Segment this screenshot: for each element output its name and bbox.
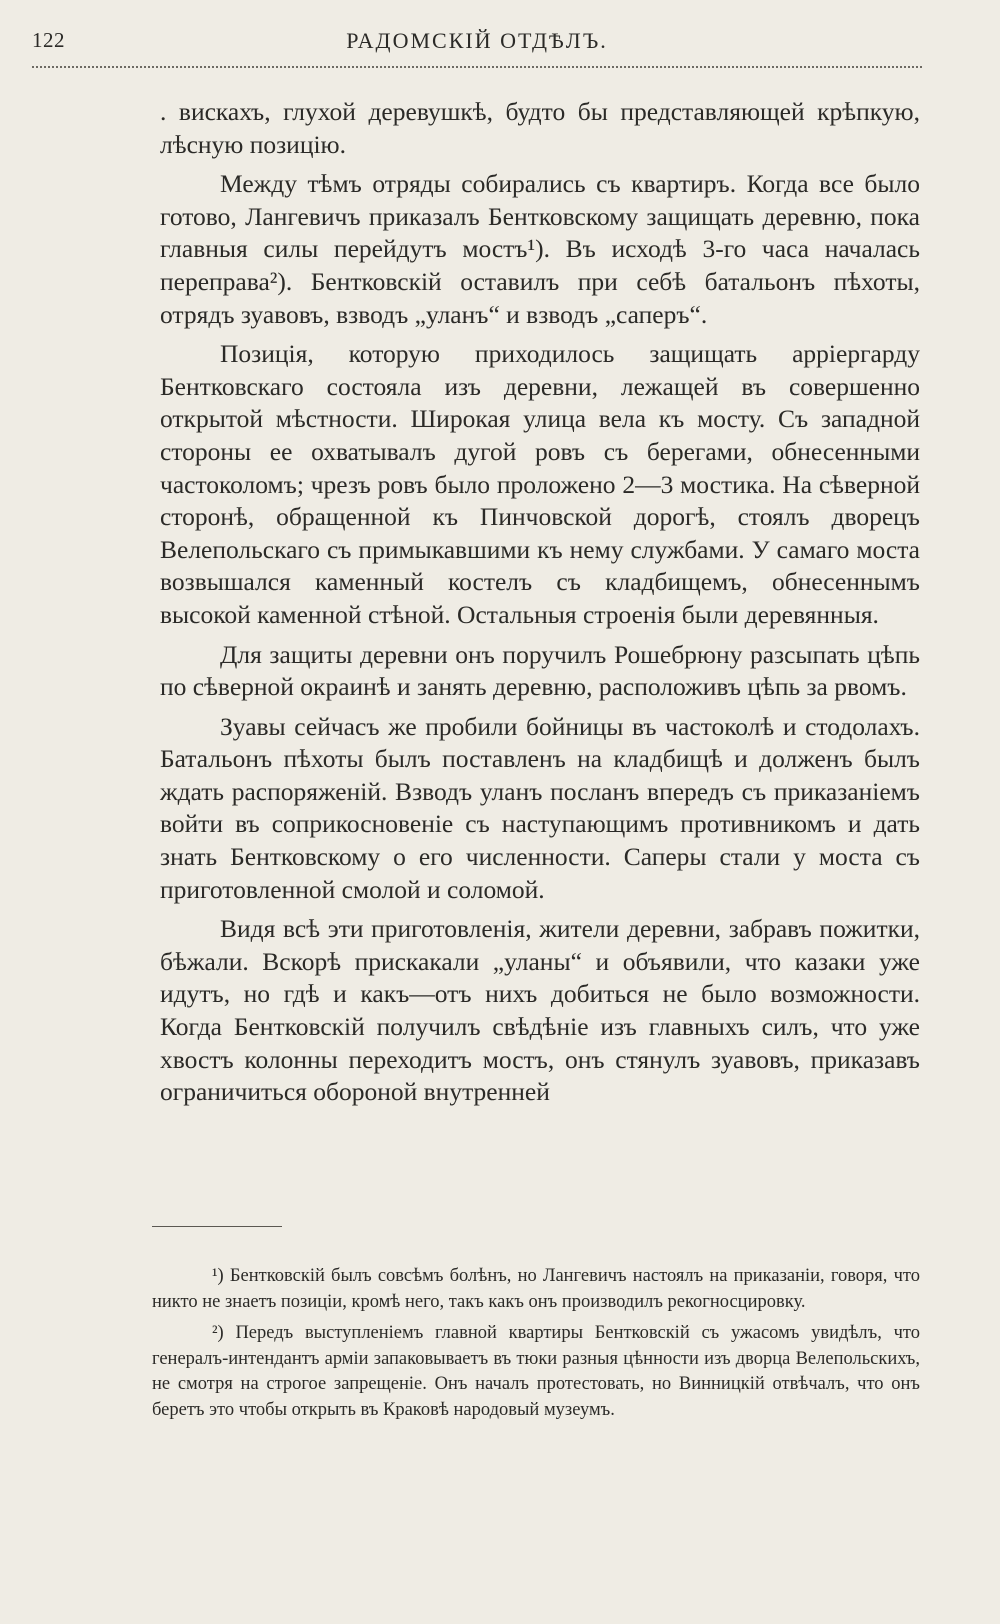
paragraph: . вискахъ, глухой деревушкѣ, будто бы представляющей крѣпкую, лѣсную позицію. — [160, 97, 920, 159]
header-divider — [32, 58, 922, 68]
page-header — [32, 28, 922, 62]
paragraph: Видя всѣ эти приготовленія, жители деревни, забравъ пожитки, бѣжали. Вскорѣ прискакали „уланы“ и объявили, что казаки уже идутъ, но гдѣ и какъ—отъ нихъ добиться не было возможности. Когда Бентковскій получилъ свѣдѣніе изъ главныхъ силъ, что уже хвостъ колонны переходитъ мостъ, онъ стянулъ зуавовъ, приказавъ ограничиться обороной внутренней — [160, 914, 920, 1107]
paragraph: Позиція, которую приходилось защищать арріергарду Бентковскаго состояла изъ деревни, лежащей въ совершенно открытой мѣстности. Широкая улица вела къ мосту. Съ западной стороны ее охватывалъ дугой ровъ съ берегами, обнесенными частоколомъ; чрезъ ровъ было проложено 2—3 мостика. На сѣверной сторонѣ, обращенной къ Пинчовской дорогѣ, стоялъ дворецъ Велепольскаго съ примыкавшими къ нему службами. У самаго моста возвышался каменный костелъ съ кладбищемъ, обнесеннымъ высокой каменной стѣной. Остальныя строенія были деревянныя. — [160, 339, 920, 629]
footnote: ²) Передъ выступленіемъ главной квартиры Бентковскій съ ужасомъ увидѣлъ, что генералъ-интендантъ арміи запаковываетъ въ тюки разныя цѣнности изъ дворца Велепольскихъ, не смотря на строгое запрещеніе. Онъ началъ протестовать, но Винницкій отвѣчалъ, что онъ беретъ это чтобы открыть въ Краковѣ народовый музеумъ. — [152, 1323, 920, 1420]
paragraph: Для защиты деревни онъ поручилъ Рошебрюну разсыпать цѣпь по сѣверной окраинѣ и занять деревню, расположивъ цѣпь за рвомъ. — [160, 639, 920, 702]
main-text — [160, 96, 920, 1109]
footnote-divider — [152, 1226, 282, 1227]
running-head: РАДОМСКІЙ ОТДѢЛЪ. — [346, 28, 608, 53]
footnotes — [152, 1264, 920, 1429]
page-number: 122 — [32, 28, 65, 52]
paragraph: Между тѣмъ отряды собирались съ квартиръ. Когда все было готово, Лангевичъ приказалъ Бентковскому защищать деревню, пока главныя силы перейдутъ мостъ¹). Въ исходѣ 3-го часа началась переправа²). Бентковскій оставилъ при себѣ батальонъ пѣхоты, отрядъ зуавовъ, взводъ „уланъ“ и взводъ „саперъ“. — [160, 169, 920, 329]
footnote: ¹) Бентковскій былъ совсѣмъ болѣнъ, но Лангевичъ настоялъ на приказаніи, говоря, что никто не знаетъ позиціи, кромѣ него, такъ какъ онъ производилъ рекогносцировку. — [152, 1266, 920, 1312]
paragraph: Зуавы сейчасъ же пробили бойницы въ частоколѣ и стодолахъ. Батальонъ пѣхоты былъ поставленъ на кладбищѣ и долженъ былъ ждать распоряженій. Взводъ уланъ посланъ впередъ съ приказаніемъ войти въ соприкосновеніе съ наступающимъ противникомъ и дать знать Бентковскому о его численности. Саперы стали у моста съ приготовленной смолой и соломой. — [160, 711, 920, 904]
